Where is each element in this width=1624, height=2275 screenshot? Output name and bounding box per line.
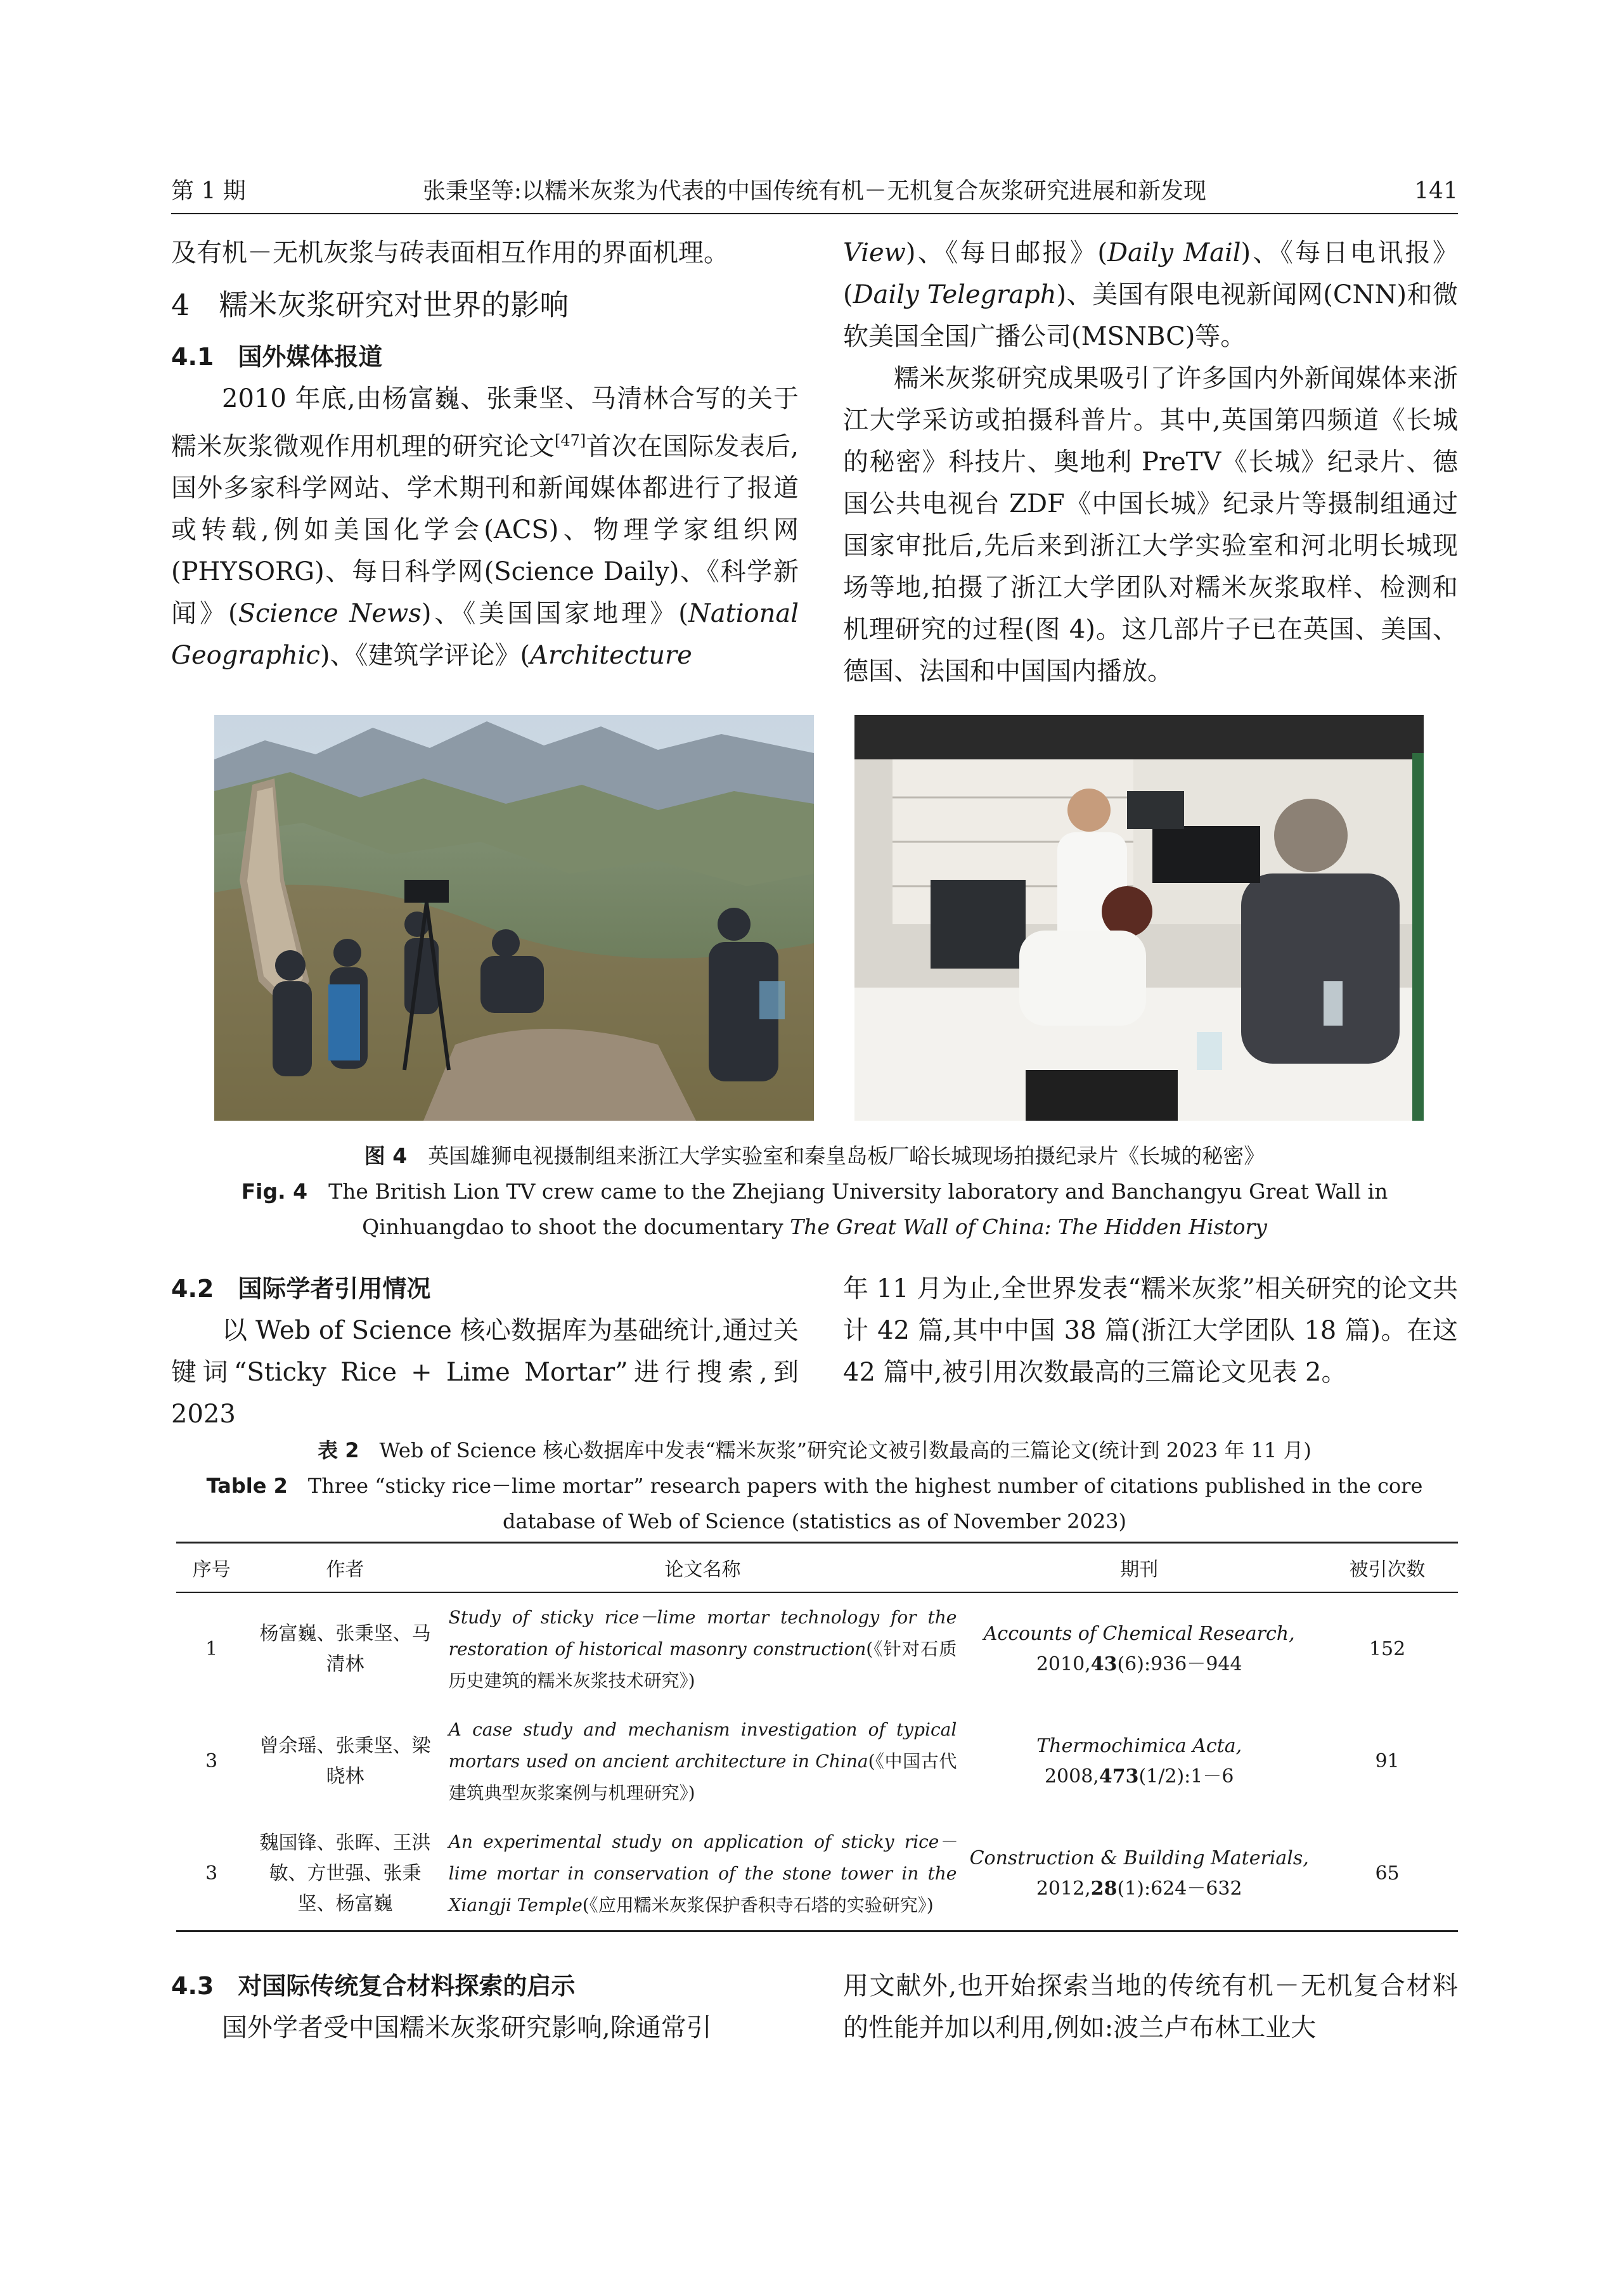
running-title: 张秉坚等:以糯米灰浆为代表的中国传统有机－无机复合灰浆研究进展和新发现 bbox=[422, 178, 1207, 204]
row-title-en: Study of sticky rice－lime mortar technology for the restoration of historical masonry construction bbox=[448, 1606, 957, 1660]
figure-4-caption-en-title: The Great Wall of China: The Hidden History bbox=[790, 1215, 1267, 1239]
row-authors: 杨富巍、张秉坚、马清林 bbox=[259, 1622, 431, 1675]
row-journal-year: 2012, bbox=[1036, 1878, 1091, 1900]
page-number: 141 bbox=[1414, 178, 1458, 204]
citation-table bbox=[176, 1542, 1458, 1932]
row-title-cn: (《中国古代建筑典型灰浆案例与机理研究》) bbox=[448, 1751, 957, 1803]
figure-4-caption-en bbox=[171, 1174, 1458, 1245]
row-authors: 曾余瑶、张秉坚、梁晓林 bbox=[259, 1735, 431, 1788]
row-number: 3 bbox=[176, 1818, 247, 1931]
table-2-label-en: Table 2 bbox=[206, 1474, 288, 1498]
great-wall-photo bbox=[214, 715, 814, 1121]
row-title-cn: (《针对石质历史建筑的糯米灰浆技术研究》) bbox=[448, 1638, 957, 1691]
paragraph-4-1-text-5: )、《建筑学评论》( bbox=[319, 641, 531, 671]
table-2-caption-en bbox=[171, 1468, 1458, 1539]
row-number: 1 bbox=[205, 1637, 218, 1660]
subsection-4-3-heading: 4.3 对国际传统复合材料探索的启示 bbox=[171, 1972, 576, 2000]
paragraph-4-2-start: 以 Web of Science 核心数据库为基础统计,通过关键词“Sticky Rice + Lime Mortar”进行搜索,到 2023 bbox=[171, 1316, 799, 1429]
row-citations: 65 bbox=[1317, 1818, 1458, 1931]
table-2-caption-cn-text: Web of Science 核心数据库中发表“糯米灰浆”研究论文被引数最高的三篇论文(统计到 2023 年 11 月) bbox=[379, 1438, 1311, 1462]
media-text-3: )、美国有限电视新闻网(CNN)和微软美国全国广播公司(MSNBC)等。 bbox=[843, 280, 1459, 351]
row-journal bbox=[962, 1705, 1317, 1818]
figure-4-caption-cn-text: 英国雄狮电视摄制组来浙江大学实验室和秦皇岛板厂峪长城现场拍摄纪录片《长城的秘密》 bbox=[428, 1144, 1265, 1168]
paragraph-4-1-it-3: National Geographic bbox=[171, 599, 799, 671]
row-title-en: A case study and mechanism investigation of typical mortars used on ancient architecture in China bbox=[448, 1719, 957, 1772]
row-journal-name: Thermochimica Acta, bbox=[1036, 1735, 1242, 1757]
table-row bbox=[176, 1592, 1458, 1705]
section-4-heading: 4 糯米灰浆研究对世界的影响 bbox=[171, 288, 569, 322]
row-journal-volume: 43 bbox=[1090, 1653, 1118, 1675]
header-rule bbox=[171, 213, 1458, 214]
figure-4-label-en: Fig. 4 bbox=[241, 1179, 308, 1204]
row-journal-year: 2010, bbox=[1036, 1653, 1091, 1675]
row-title bbox=[444, 1818, 962, 1931]
left-column-bottom bbox=[171, 1965, 799, 2049]
row-citations: 152 bbox=[1369, 1637, 1406, 1660]
paragraph-4-1-it-2: Science News bbox=[238, 599, 422, 629]
table-header-row bbox=[176, 1543, 1458, 1593]
paragraph-4-1-text: 2010 年底,由杨富巍、张秉坚、马清林合写的关于糯米灰浆微观作用机理的研究论文 bbox=[171, 384, 799, 461]
running-header bbox=[171, 172, 1458, 210]
row-journal-pages: (1):624－632 bbox=[1117, 1878, 1242, 1900]
table-2-caption-en-text: Three “sticky rice－lime mortar” research papers with the highest number of citations published in the core database of Web of Science (statistics as of November 2023) bbox=[307, 1474, 1423, 1533]
table-header-cell: 被引次数 bbox=[1317, 1543, 1458, 1593]
paragraph-4-1 bbox=[171, 378, 799, 676]
table-header-cell: 论文名称 bbox=[444, 1543, 962, 1593]
laboratory-photo-illustration bbox=[854, 715, 1424, 1121]
row-number: 3 bbox=[205, 1750, 218, 1772]
table-row bbox=[176, 1818, 1458, 1931]
figure-4-label-cn: 图 4 bbox=[364, 1144, 408, 1168]
subsection-4-2-heading: 4.2 国际学者引用情况 bbox=[171, 1275, 431, 1303]
row-title-en: An experimental study on application of sticky rice－lime mortar in conservation of the stone tower in the Xiangji Temple bbox=[448, 1831, 957, 1916]
paragraph-4-1-it-1: 科学新闻 bbox=[171, 557, 799, 629]
row-journal-year: 2008, bbox=[1044, 1765, 1099, 1788]
media-it-2: Daily Mail bbox=[1107, 238, 1241, 267]
row-journal-pages: (1/2):1－6 bbox=[1138, 1765, 1234, 1788]
media-it-1: View bbox=[843, 238, 906, 267]
figure-4-caption-en-text: The British Lion TV crew came to the Zhejiang University laboratory and Banchangyu Great Wall in Qinhuangdao to shoot the documentary bbox=[328, 1179, 1388, 1239]
paragraph-media-list bbox=[843, 232, 1458, 358]
paragraph-4-3-end: 用文献外,也开始探索当地的传统有机－无机复合材料的性能并加以利用,例如:波兰卢布林工业大 bbox=[843, 1971, 1458, 2042]
right-column-bottom bbox=[843, 1965, 1458, 2049]
table-2-caption-cn bbox=[171, 1433, 1458, 1468]
media-it-3: Daily Telegraph bbox=[853, 280, 1057, 309]
subsection-4-1-heading: 4.1 国外媒体报道 bbox=[171, 343, 383, 371]
paragraph-4-1-it-4: Architecture bbox=[530, 641, 692, 671]
paragraph-4-1-text-2: 首次在国际发表后,国外多家科学网站、学术期刊和新闻媒体都进行了报道或转载,例如美国化学会(ACS)、物理学家组织网(PHYSORG)、每日科学网(Science Daily)、《 bbox=[171, 432, 799, 587]
table-header-cell: 序号 bbox=[176, 1543, 247, 1593]
row-journal bbox=[962, 1818, 1317, 1931]
row-journal-volume: 28 bbox=[1090, 1878, 1118, 1900]
row-title-cn: (《应用糯米灰浆保护香积寺石塔的实验研究》) bbox=[582, 1895, 934, 1916]
row-title bbox=[444, 1705, 962, 1818]
row-authors: 魏国锋、张晖、王洪敏、方世强、张秉坚、杨富巍 bbox=[247, 1818, 443, 1931]
table-row bbox=[176, 1705, 1458, 1818]
left-column-top bbox=[171, 232, 799, 676]
paragraph-4-1-text-3: 》( bbox=[199, 599, 238, 629]
left-column-mid bbox=[171, 1268, 799, 1435]
table-2-label-cn: 表 2 bbox=[318, 1438, 359, 1462]
laboratory-photo bbox=[854, 715, 1424, 1121]
row-title bbox=[444, 1592, 962, 1705]
row-journal-name: Accounts of Chemical Research, bbox=[983, 1622, 1295, 1645]
right-column-top bbox=[843, 232, 1458, 692]
figure-4-caption bbox=[171, 1138, 1458, 1245]
row-journal bbox=[962, 1592, 1317, 1705]
table-header-cell: 期刊 bbox=[962, 1543, 1317, 1593]
row-journal-volume: 473 bbox=[1099, 1765, 1139, 1788]
right-column-mid bbox=[843, 1268, 1458, 1393]
issue-label: 第 1 期 bbox=[171, 178, 246, 204]
paragraph-4-1-text-4: )、《美国国家地理》( bbox=[421, 599, 688, 629]
continued-paragraph: 及有机－无机灰浆与砖表面相互作用的界面机理。 bbox=[171, 238, 729, 267]
table-2-caption bbox=[171, 1433, 1458, 1539]
paragraph-4-2-end: 年 11 月为止,全世界发表“糯米灰浆”相关研究的论文共计 42 篇,其中中国 38 篇(浙江大学团队 18 篇)。在这 42 篇中,被引用次数最高的三篇论文见表 2。 bbox=[843, 1274, 1458, 1387]
paragraph-4-3-start: 国外学者受中国糯米灰浆研究影响,除通常引 bbox=[222, 2013, 712, 2042]
figure-4-caption-cn bbox=[171, 1138, 1458, 1174]
row-journal-name: Construction & Building Materials, bbox=[969, 1847, 1309, 1870]
paragraph-documentaries: 糯米灰浆研究成果吸引了许多国内外新闻媒体来浙江大学采访或拍摄科普片。其中,英国第四频道《长城的秘密》科技片、奥地利 PreTV《长城》纪录片、德国公共电视台 ZDF《中国长城》纪录片等摄制组通过国家审批后,先后来到浙江大学实验室和河北明长城现场等地,拍摄了浙江大学团队对糯米灰浆取样、检测和机理研究的过程(图 4)。这几部片子已在英国、美国、德国、法国和中国国内播放。 bbox=[843, 364, 1458, 686]
media-text-2: )、《每日电讯报》( bbox=[843, 238, 1459, 309]
table-header-cell: 作者 bbox=[247, 1543, 443, 1593]
row-citations: 91 bbox=[1375, 1750, 1400, 1772]
row-journal-pages: (6):936－944 bbox=[1117, 1653, 1242, 1675]
great-wall-photo-illustration bbox=[214, 715, 814, 1121]
citation-ref[interactable]: [47] bbox=[555, 432, 586, 449]
media-text-1: )、《每日邮报》( bbox=[905, 238, 1107, 267]
